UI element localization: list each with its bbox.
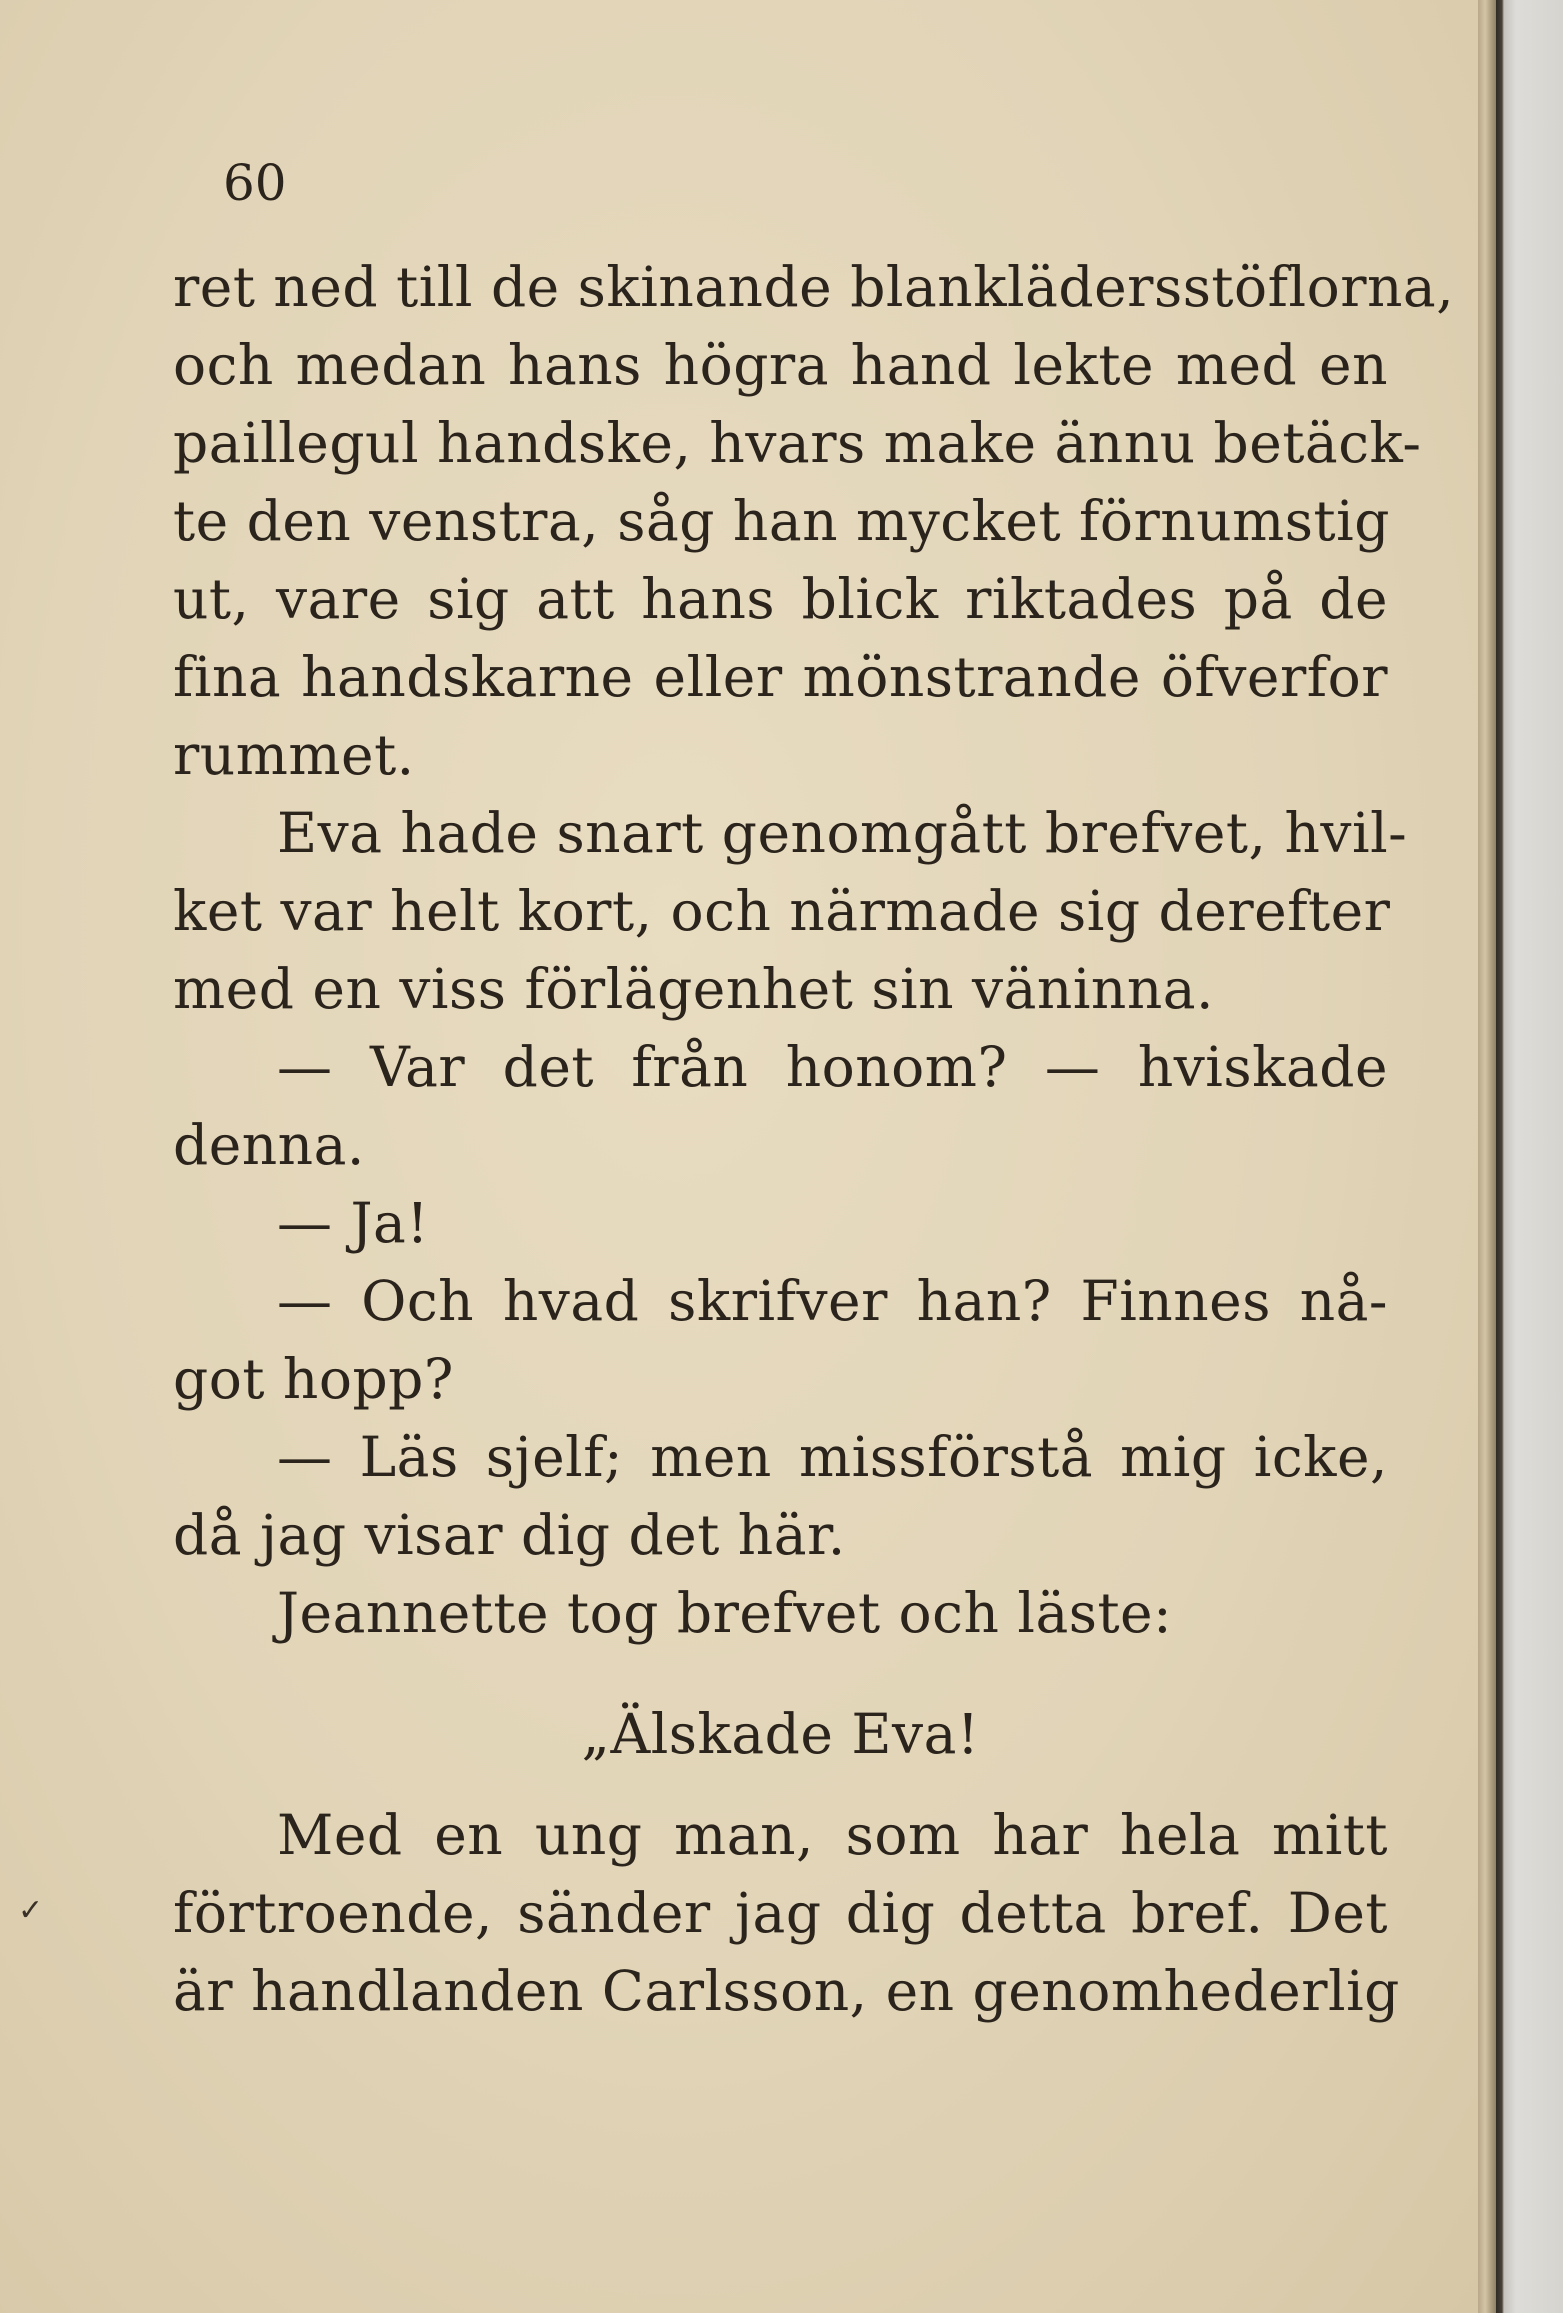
text-line: Jeannette tog brefvet och läste: — [277, 1581, 1173, 1645]
book-binding — [1496, 0, 1563, 2313]
margin-mark: ✓ — [18, 1893, 44, 1928]
page-gutter — [1478, 0, 1496, 2313]
text-line: — Ja! — [277, 1191, 429, 1255]
text-line: denna. — [173, 1113, 365, 1177]
text-line: förtroende, sänder jag dig detta bref. Det — [173, 1881, 1388, 1945]
text-line: — Och hvad skrifver han? Finnes nå- — [277, 1269, 1388, 1333]
text-line: är handlanden Carlsson, en genomhederlig — [173, 1959, 1400, 2023]
text-line: Eva hade snart genomgått brefvet, hvil- — [277, 801, 1408, 865]
text-line: med en viss förlägenhet sin väninna. — [173, 957, 1215, 1021]
letter-salutation: „Älskade Eva! — [581, 1702, 980, 1766]
text-line: got hopp? — [173, 1347, 454, 1411]
text-line: ret ned till de skinande blanklädersstöflorna, — [173, 255, 1455, 319]
text-line: — Var det från honom? — hviskade — [277, 1035, 1388, 1099]
text-line: te den venstra, såg han mycket förnumstig — [173, 489, 1390, 553]
text-line: ket var helt kort, och närmade sig derefter — [173, 879, 1391, 943]
text-line: paillegul handske, hvars make ännu betäck- — [173, 411, 1422, 475]
text-line: — Läs sjelf; men missförstå mig icke, — [277, 1425, 1388, 1489]
text-line: och medan hans högra hand lekte med en — [173, 333, 1388, 397]
text-line: rummet. — [173, 723, 415, 787]
page-number: 60 — [223, 154, 287, 212]
text-line: ut, vare sig att hans blick riktades på de — [173, 567, 1388, 631]
text-line: fina handskarne eller mönstrande öfverfor — [173, 645, 1388, 709]
text-line: då jag visar dig det här. — [173, 1503, 846, 1567]
text-line: Med en ung man, som har hela mitt — [277, 1803, 1388, 1867]
